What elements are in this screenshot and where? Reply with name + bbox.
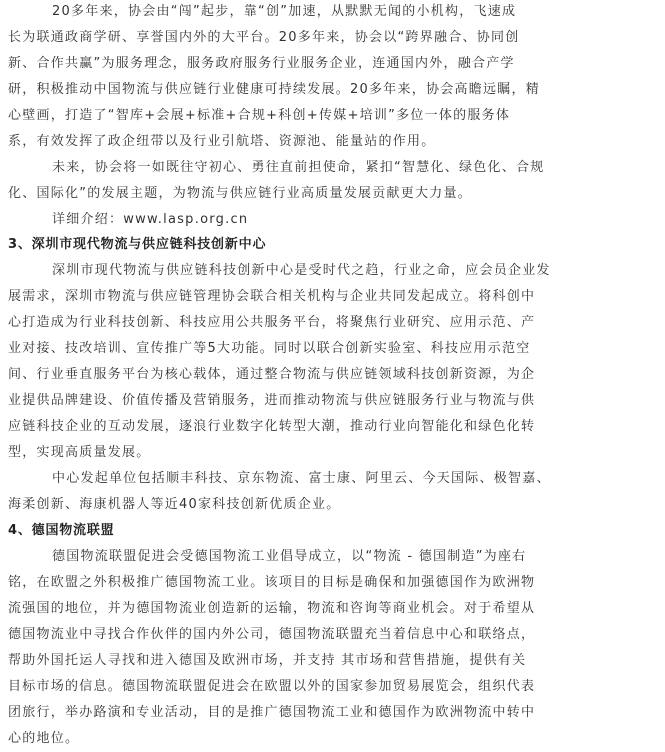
para-1-line-4: 研，积极推动中国物流与供应链行业健康可持续发展。20多年来，协会高瞻远瞩，精	[8, 82, 541, 97]
para-1-line-3: 新、合作共赢”为服务理念，服务政府服务行业服务企业，连通国内外，融合产学	[8, 56, 515, 71]
para-5-line-8: 心的地位。	[8, 731, 80, 746]
para-5-line-7: 团旅行，举办路演和专业活动，目的是推广德国物流工业和德国作为欧洲物流中转中	[8, 705, 536, 720]
para-2-line-1: 未来，协会将一如既往守初心、勇往直前担使命，紧扣“智慧化、绿色化、合规	[52, 160, 545, 175]
para-2-line-2: 化、国际化”的发展主题，为物流与供应链行业高质量发展贡献更大力量。	[8, 186, 472, 201]
para-1-line-6: 系，有效发挥了政企纽带以及行业引航塔、资源池、能量站的作用。	[8, 134, 436, 149]
para-3-line-2: 展需求，深圳市物流与供应链管理协会联合相关机构与企业共同发起成立。将科创中	[8, 289, 536, 304]
para-1-line-5: 心壁画，打造了“智库+会展+标准+合规+科创+传媒+培训”多位一体的服务体	[8, 108, 511, 123]
para-5-line-5: 帮助外国托运人寻找和进入德国及欧洲市场，并支持 其市场和营售措施，提供有关	[8, 653, 527, 668]
para-5-line-1: 德国物流联盟促进会受德国物流工业倡导成立，以“物流 - 德国制造”为座右	[52, 549, 527, 564]
para-3-line-3: 心打造成为行业科技创新、科技应用公共服务平台，将聚焦行业研究、应用示范、产	[8, 315, 536, 330]
para-5-line-6: 目标市场的信息。德国物流联盟促进会在欧盟以外的国家参加贸易展览会，组织代表	[8, 679, 536, 694]
section-4-heading: 4、德国物流联盟	[8, 523, 115, 538]
para-3-line-7: 应链科技企业的互动发展，逐浪行业数字化转型大潮，推动行业向智能化和绿色化转	[8, 419, 536, 434]
para-5-line-2: 铭，在欧盟之外积极推广德国物流工业。该项目的目标是确保和加强德国作为欧洲物	[8, 575, 536, 590]
para-3-line-6: 业提供品牌建设、价值传播及营销服务，进而推动物流与供应链服务行业与物流与供	[8, 393, 536, 408]
para-4-line-1: 中心发起单位包括顺丰科技、京东物流、富士康、阿里云、今天国际、极智嘉、	[52, 471, 551, 486]
para-5-line-4: 德国物流业中寻找合作伙伴的国内外公司，德国物流联盟充当着信息中心和联络点，	[8, 627, 536, 642]
para-3-line-5: 间、行业垂直服务平台为核心载体，通过整合物流与供应链领域科技创新资源，为企	[8, 367, 536, 382]
para-3-line-4: 业对接、技改培训、宣传推广等5大功能。同时以联合创新实验室、科技应用示范空	[8, 341, 531, 356]
detail-link-text: 详细介绍：www.lasp.org.cn	[52, 212, 249, 227]
para-1-line-1: 20多年来，协会由“闯”起步，靠“创”加速，从默默无闻的小机构，飞速成	[52, 4, 517, 19]
para-4-line-2: 海柔创新、海康机器人等近40家科技创新优质企业。	[8, 497, 341, 512]
para-5-line-3: 流强国的地位，并为德国物流业创造新的运输，物流和咨询等商业机会。对于希望从	[8, 601, 536, 616]
section-3-heading: 3、深圳市现代物流与供应链科技创新中心	[8, 237, 267, 252]
para-3-line-1: 深圳市现代物流与供应链科技创新中心是受时代之趋，行业之命，应会员企业发	[52, 263, 551, 278]
para-1-line-2: 长为联通政商学研、享誉国内外的大平台。20多年来，协会以“跨界融合、协同创	[8, 30, 520, 45]
para-3-line-8: 型，实现高质量发展。	[8, 445, 151, 460]
